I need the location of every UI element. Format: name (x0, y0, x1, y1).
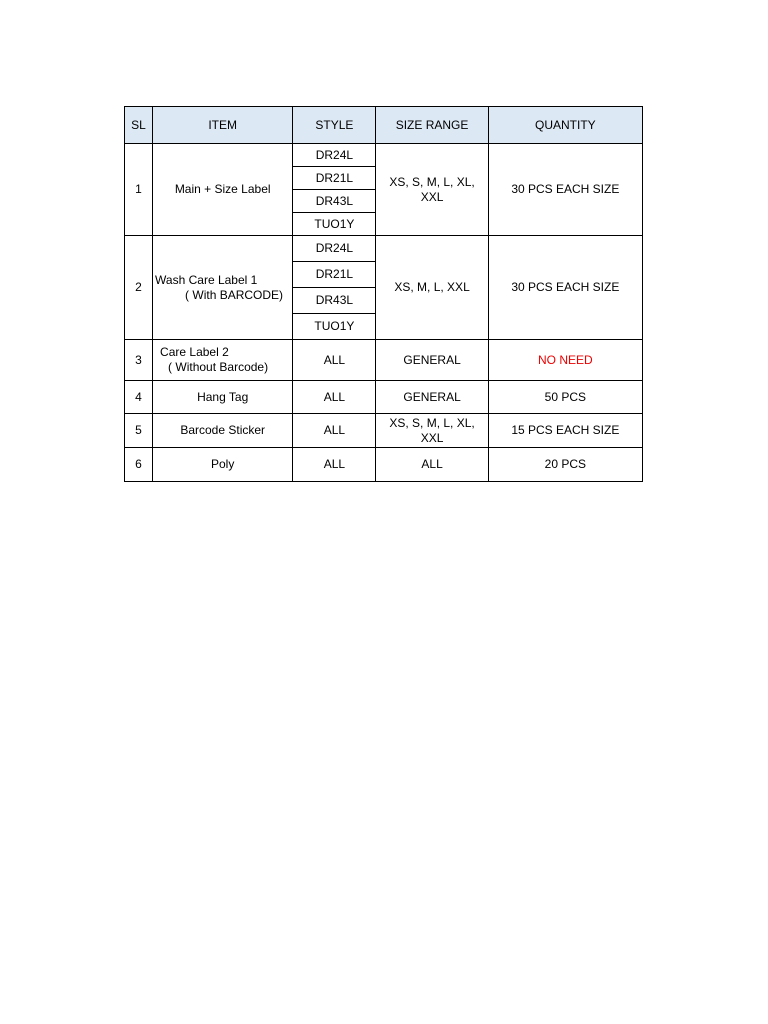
cell-style: DR43L (293, 288, 376, 314)
cell-sl: 2 (125, 236, 153, 340)
cell-style: TUO1Y (293, 213, 376, 236)
cell-size-range: XS, S, M, L, XL, XXL (376, 144, 488, 236)
cell-style: ALL (293, 414, 376, 448)
cell-size-range: XS, M, L, XXL (376, 236, 488, 340)
cell-style: ALL (293, 448, 376, 482)
cell-sl: 3 (125, 340, 153, 381)
header-row (125, 107, 643, 144)
cell-style: TUO1Y (293, 314, 376, 340)
cell-quantity: 50 PCS (488, 381, 642, 414)
cell-quantity: 30 PCS EACH SIZE (488, 236, 642, 340)
table-row (125, 381, 643, 414)
item-line-1: Wash Care Label 1 (155, 272, 258, 287)
cell-item (153, 236, 293, 340)
cell-quantity: 15 PCS EACH SIZE (488, 414, 642, 448)
cell-sl: 4 (125, 381, 153, 414)
cell-size-range: ALL (376, 448, 488, 482)
accessories-table (124, 106, 643, 482)
item-line-2: ( Without Barcode) (168, 360, 269, 374)
header-quantity: QUANTITY (488, 107, 642, 144)
table-row (125, 236, 643, 262)
item-line-2: ( With BARCODE) (185, 287, 284, 302)
header-size-range: SIZE RANGE (376, 107, 488, 144)
cell-item (153, 340, 293, 381)
cell-style: ALL (293, 340, 376, 381)
cell-quantity: 20 PCS (488, 448, 642, 482)
cell-size-range: GENERAL (376, 381, 488, 414)
cell-style: DR43L (293, 190, 376, 213)
cell-sl: 1 (125, 144, 153, 236)
item-line-1: Care Label 2 (160, 345, 229, 359)
table-row (125, 448, 643, 482)
cell-item: Barcode Sticker (153, 414, 293, 448)
header-style: STYLE (293, 107, 376, 144)
cell-item: Hang Tag (153, 381, 293, 414)
cell-quantity: 30 PCS EACH SIZE (488, 144, 642, 236)
cell-style: DR21L (293, 167, 376, 190)
cell-size-range: XS, S, M, L, XL, XXL (376, 414, 488, 448)
cell-sl: 6 (125, 448, 153, 482)
cell-style: DR24L (293, 144, 376, 167)
header-sl: SL (125, 107, 153, 144)
cell-style: ALL (293, 381, 376, 414)
cell-sl: 5 (125, 414, 153, 448)
table-row (125, 414, 643, 448)
cell-item: Poly (153, 448, 293, 482)
table-row (125, 340, 643, 381)
header-item: ITEM (153, 107, 293, 144)
cell-style: DR21L (293, 262, 376, 288)
cell-size-range: GENERAL (376, 340, 488, 381)
cell-style: DR24L (293, 236, 376, 262)
table-row (125, 144, 643, 167)
cell-quantity-alert: NO NEED (488, 340, 642, 381)
cell-item: Main + Size Label (153, 144, 293, 236)
